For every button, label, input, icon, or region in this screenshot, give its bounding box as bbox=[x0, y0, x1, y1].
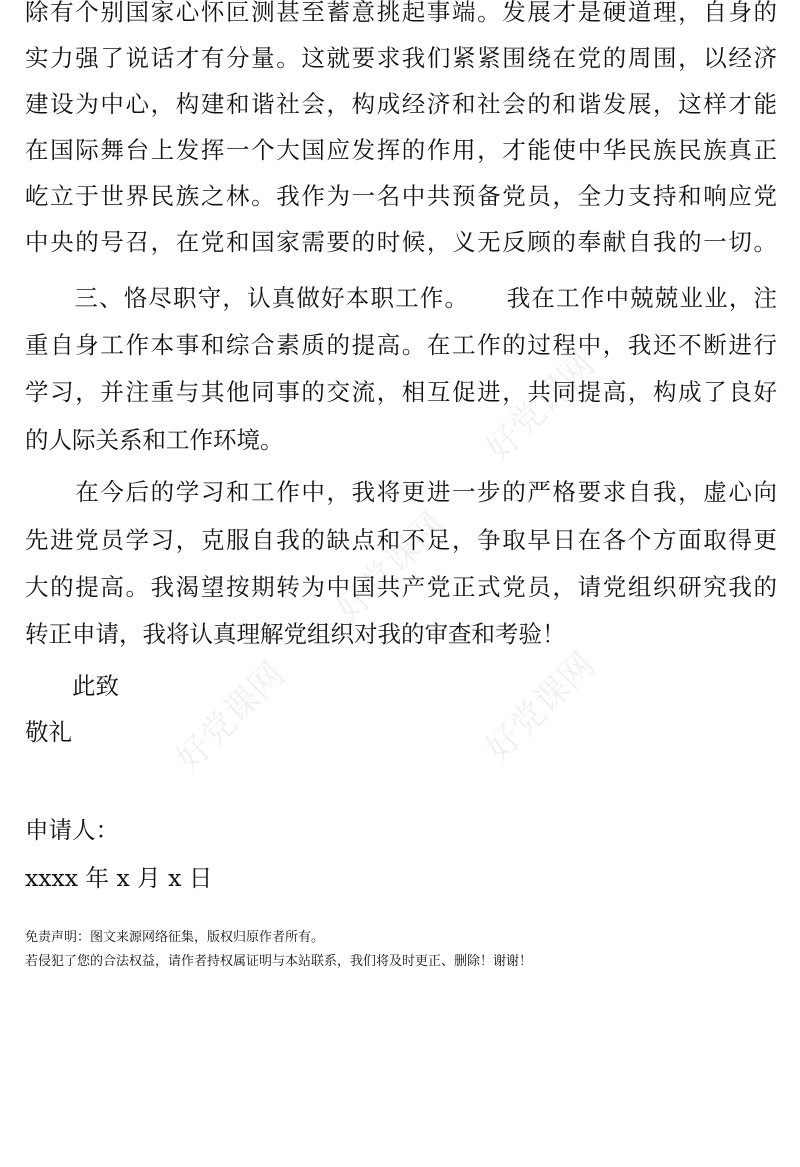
watermark: 好党课网 bbox=[328, 504, 453, 630]
body-line: 实力强了说话才有分量。这就要求我们紧紧围绕在党的周围，以经济 bbox=[25, 44, 777, 72]
body-line: 先进党员学习，克服自我的缺点和不足，争取早日在各个方面取得更 bbox=[25, 526, 777, 554]
watermark: 好党课网 bbox=[478, 644, 603, 770]
body-line: 学习，并注重与其他同事的交流，相互促进，共同提高，构成了良好 bbox=[25, 378, 777, 406]
body-line: 转正申请，我将认真理解党组织对我的审查和考验！ bbox=[25, 620, 566, 648]
body-line: 屹立于世界民族之林。我作为一名中共预备党员，全力支持和响应党 bbox=[25, 182, 777, 210]
applicant-label: 申请人： bbox=[25, 816, 119, 844]
closing-line: 此致 bbox=[25, 672, 119, 700]
body-line: 在国际舞台上发挥一个大国应发挥的作用，才能使中华民族民族真正 bbox=[25, 136, 777, 164]
body-line: 建设为中心，构建和谐社会，构成经济和社会的和谐发展，这样才能 bbox=[25, 90, 777, 118]
body-line: 的人际关系和工作环境。 bbox=[25, 426, 284, 454]
disclaimer-line: 免责声明：图文来源网络征集，版权归原作者所有。 bbox=[25, 930, 325, 945]
date-line: xxxx 年 x 月 x 日 bbox=[25, 864, 213, 892]
body-line: 重自身工作本事和综合素质的提高。在工作的过程中，我还不断进行 bbox=[25, 331, 777, 359]
watermark: 好党课网 bbox=[478, 344, 603, 470]
body-line: 中央的号召，在党和国家需要的时候，义无反顾的奉献自我的一切。 bbox=[25, 228, 777, 256]
section-heading-line: 三、恪尽职守，认真做好本职工作。 我在工作中兢兢业业，注 bbox=[25, 284, 777, 312]
watermark: 好党课网 bbox=[168, 654, 293, 780]
disclaimer-line: 若侵犯了您的合法权益，请作者持权属证明与本站联系，我们将及时更正、删除！谢谢！ bbox=[25, 954, 533, 969]
body-line: 在今后的学习和工作中，我将更进一步的严格要求自我，虚心向 bbox=[25, 478, 777, 506]
body-line: 除有个别国家心怀叵测甚至蓄意挑起事端。发展才是硬道理，自身的 bbox=[25, 0, 777, 26]
salutation: 敬礼 bbox=[25, 718, 72, 746]
body-line: 大的提高。我渴望按期转为中国共产党正式党员，请党组织研究我的 bbox=[25, 573, 777, 601]
